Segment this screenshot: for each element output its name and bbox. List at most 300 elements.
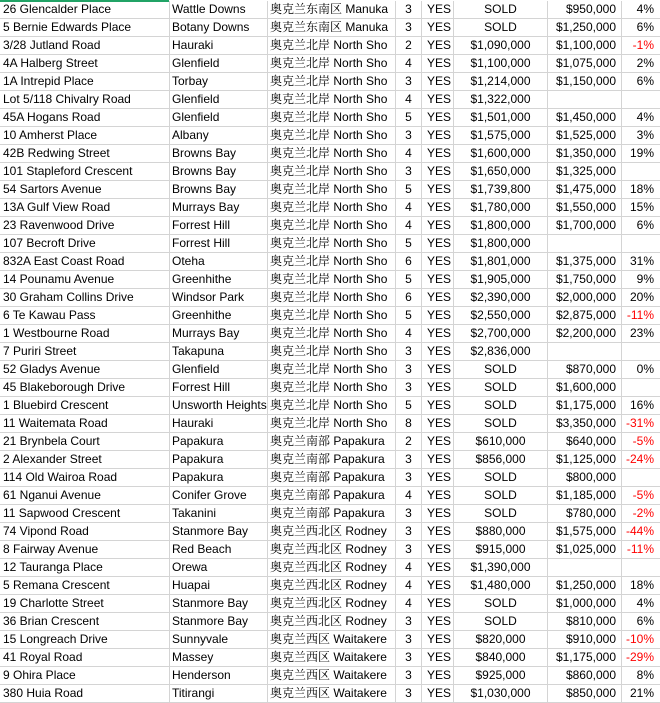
change-percent-cell[interactable]: 21% <box>622 685 660 703</box>
sold-price-cell[interactable]: $915,000 <box>454 541 548 559</box>
sold-price-cell[interactable]: $1,480,000 <box>454 577 548 595</box>
sold-price-cell[interactable]: $1,650,000 <box>454 163 548 181</box>
valuation-cell[interactable]: $1,250,000 <box>548 577 622 595</box>
valuation-cell[interactable]: $2,875,000 <box>548 307 622 325</box>
change-percent-cell[interactable] <box>622 559 660 577</box>
address-cell[interactable]: 42B Redwing Street <box>0 145 170 163</box>
flag-cell[interactable]: YES <box>422 433 454 451</box>
address-cell[interactable]: 12 Tauranga Place <box>0 559 170 577</box>
sold-price-cell[interactable]: $1,905,000 <box>454 271 548 289</box>
sold-price-cell[interactable]: SOLD <box>454 19 548 37</box>
address-cell[interactable]: 11 Waitemata Road <box>0 415 170 433</box>
address-cell[interactable]: 11 Sapwood Crescent <box>0 505 170 523</box>
flag-cell[interactable]: YES <box>422 127 454 145</box>
address-cell[interactable]: 5 Bernie Edwards Place <box>0 19 170 37</box>
valuation-cell[interactable]: $1,025,000 <box>548 541 622 559</box>
sold-price-cell[interactable]: $1,030,000 <box>454 685 548 703</box>
flag-cell[interactable]: YES <box>422 631 454 649</box>
bedrooms-cell[interactable]: 5 <box>396 307 422 325</box>
bedrooms-cell[interactable]: 3 <box>396 649 422 667</box>
valuation-cell[interactable]: $1,550,000 <box>548 199 622 217</box>
address-cell[interactable]: 74 Vipond Road <box>0 523 170 541</box>
suburb-cell[interactable]: Browns Bay <box>170 163 268 181</box>
sold-price-cell[interactable]: $610,000 <box>454 433 548 451</box>
region-cell[interactable] <box>268 37 396 55</box>
valuation-cell[interactable]: $1,525,000 <box>548 127 622 145</box>
suburb-cell[interactable]: Glenfield <box>170 109 268 127</box>
bedrooms-cell[interactable]: 3 <box>396 379 422 397</box>
region-cell[interactable] <box>268 127 396 145</box>
region-cell[interactable] <box>268 433 396 451</box>
address-cell[interactable]: 8 Fairway Avenue <box>0 541 170 559</box>
sold-price-cell[interactable]: SOLD <box>454 415 548 433</box>
sold-price-cell[interactable]: $1,575,000 <box>454 127 548 145</box>
address-cell[interactable]: 380 Huia Road <box>0 685 170 703</box>
valuation-cell[interactable]: $1,575,000 <box>548 523 622 541</box>
change-percent-cell[interactable]: 3% <box>622 127 660 145</box>
sold-price-cell[interactable]: $1,090,000 <box>454 37 548 55</box>
valuation-cell[interactable]: $640,000 <box>548 433 622 451</box>
sold-price-cell[interactable]: $1,801,000 <box>454 253 548 271</box>
flag-cell[interactable]: YES <box>422 613 454 631</box>
change-percent-cell[interactable] <box>622 163 660 181</box>
change-percent-cell[interactable]: -2% <box>622 505 660 523</box>
region-cell[interactable] <box>268 1 396 19</box>
change-percent-cell[interactable] <box>622 343 660 361</box>
sold-price-cell[interactable]: $2,390,000 <box>454 289 548 307</box>
sold-price-cell[interactable]: $1,322,000 <box>454 91 548 109</box>
address-cell[interactable]: 7 Puriri Street <box>0 343 170 361</box>
valuation-cell[interactable]: $910,000 <box>548 631 622 649</box>
sold-price-cell[interactable]: $856,000 <box>454 451 548 469</box>
flag-cell[interactable]: YES <box>422 19 454 37</box>
region-cell[interactable] <box>268 559 396 577</box>
bedrooms-cell[interactable]: 2 <box>396 433 422 451</box>
flag-cell[interactable]: YES <box>422 361 454 379</box>
flag-cell[interactable]: YES <box>422 379 454 397</box>
region-cell[interactable] <box>268 199 396 217</box>
bedrooms-cell[interactable]: 3 <box>396 505 422 523</box>
change-percent-cell[interactable]: 6% <box>622 217 660 235</box>
address-cell[interactable]: 832A East Coast Road <box>0 253 170 271</box>
change-percent-cell[interactable]: 16% <box>622 397 660 415</box>
sold-price-cell[interactable]: $1,100,000 <box>454 55 548 73</box>
valuation-cell[interactable]: $1,185,000 <box>548 487 622 505</box>
change-percent-cell[interactable] <box>622 235 660 253</box>
bedrooms-cell[interactable]: 4 <box>396 55 422 73</box>
valuation-cell[interactable]: $2,000,000 <box>548 289 622 307</box>
flag-cell[interactable]: YES <box>422 289 454 307</box>
flag-cell[interactable]: YES <box>422 451 454 469</box>
region-cell[interactable] <box>268 163 396 181</box>
bedrooms-cell[interactable]: 4 <box>396 595 422 613</box>
change-percent-cell[interactable]: 0% <box>622 361 660 379</box>
change-percent-cell[interactable] <box>622 91 660 109</box>
suburb-cell[interactable]: Takanini <box>170 505 268 523</box>
suburb-cell[interactable]: Glenfield <box>170 361 268 379</box>
change-percent-cell[interactable] <box>622 379 660 397</box>
sold-price-cell[interactable]: $1,390,000 <box>454 559 548 577</box>
region-cell[interactable] <box>268 685 396 703</box>
suburb-cell[interactable]: Glenfield <box>170 55 268 73</box>
region-cell[interactable] <box>268 91 396 109</box>
address-cell[interactable]: 107 Becroft Drive <box>0 235 170 253</box>
address-cell[interactable]: 1 Bluebird Crescent <box>0 397 170 415</box>
sold-price-cell[interactable]: SOLD <box>454 1 548 19</box>
bedrooms-cell[interactable]: 3 <box>396 1 422 19</box>
suburb-cell[interactable]: Forrest Hill <box>170 235 268 253</box>
suburb-cell[interactable]: Unsworth Heights <box>170 397 268 415</box>
flag-cell[interactable]: YES <box>422 145 454 163</box>
suburb-cell[interactable]: Henderson <box>170 667 268 685</box>
region-cell[interactable] <box>268 541 396 559</box>
sold-price-cell[interactable]: SOLD <box>454 505 548 523</box>
address-cell[interactable]: 41 Royal Road <box>0 649 170 667</box>
address-cell[interactable]: 5 Remana Crescent <box>0 577 170 595</box>
sold-price-cell[interactable]: SOLD <box>454 487 548 505</box>
suburb-cell[interactable]: Browns Bay <box>170 145 268 163</box>
change-percent-cell[interactable]: 8% <box>622 667 660 685</box>
flag-cell[interactable]: YES <box>422 307 454 325</box>
flag-cell[interactable]: YES <box>422 181 454 199</box>
change-percent-cell[interactable]: -29% <box>622 649 660 667</box>
region-cell[interactable] <box>268 361 396 379</box>
suburb-cell[interactable]: Huapai <box>170 577 268 595</box>
bedrooms-cell[interactable]: 3 <box>396 685 422 703</box>
sold-price-cell[interactable]: $1,780,000 <box>454 199 548 217</box>
sold-price-cell[interactable]: $820,000 <box>454 631 548 649</box>
bedrooms-cell[interactable]: 6 <box>396 253 422 271</box>
suburb-cell[interactable]: Windsor Park <box>170 289 268 307</box>
valuation-cell[interactable]: $1,450,000 <box>548 109 622 127</box>
flag-cell[interactable]: YES <box>422 469 454 487</box>
change-percent-cell[interactable]: 4% <box>622 595 660 613</box>
suburb-cell[interactable]: Papakura <box>170 451 268 469</box>
valuation-cell[interactable]: $1,175,000 <box>548 397 622 415</box>
address-cell[interactable]: 14 Pounamu Avenue <box>0 271 170 289</box>
change-percent-cell[interactable]: -11% <box>622 307 660 325</box>
region-cell[interactable] <box>268 577 396 595</box>
sold-price-cell[interactable]: SOLD <box>454 595 548 613</box>
valuation-cell[interactable]: $1,700,000 <box>548 217 622 235</box>
change-percent-cell[interactable]: 4% <box>622 109 660 127</box>
region-cell[interactable] <box>268 343 396 361</box>
address-cell[interactable]: 6 Te Kawau Pass <box>0 307 170 325</box>
change-percent-cell[interactable]: 20% <box>622 289 660 307</box>
flag-cell[interactable]: YES <box>422 217 454 235</box>
region-cell[interactable] <box>268 631 396 649</box>
flag-cell[interactable]: YES <box>422 163 454 181</box>
suburb-cell[interactable]: Stanmore Bay <box>170 595 268 613</box>
sold-price-cell[interactable]: SOLD <box>454 397 548 415</box>
bedrooms-cell[interactable]: 3 <box>396 163 422 181</box>
region-cell[interactable] <box>268 379 396 397</box>
sold-price-cell[interactable]: $2,836,000 <box>454 343 548 361</box>
change-percent-cell[interactable]: 6% <box>622 19 660 37</box>
region-cell[interactable] <box>268 523 396 541</box>
flag-cell[interactable]: YES <box>422 235 454 253</box>
valuation-cell[interactable]: $1,150,000 <box>548 73 622 91</box>
address-cell[interactable]: 1A Intrepid Place <box>0 73 170 91</box>
change-percent-cell[interactable]: -31% <box>622 415 660 433</box>
region-cell[interactable] <box>268 487 396 505</box>
address-cell[interactable]: 4A Halberg Street <box>0 55 170 73</box>
suburb-cell[interactable]: Titirangi <box>170 685 268 703</box>
bedrooms-cell[interactable]: 2 <box>396 37 422 55</box>
suburb-cell[interactable]: Murrays Bay <box>170 199 268 217</box>
address-cell[interactable]: 45A Hogans Road <box>0 109 170 127</box>
address-cell[interactable]: 61 Nganui Avenue <box>0 487 170 505</box>
suburb-cell[interactable]: Papakura <box>170 469 268 487</box>
flag-cell[interactable]: YES <box>422 667 454 685</box>
valuation-cell[interactable]: $1,750,000 <box>548 271 622 289</box>
flag-cell[interactable]: YES <box>422 595 454 613</box>
suburb-cell[interactable]: Oteha <box>170 253 268 271</box>
region-cell[interactable] <box>268 181 396 199</box>
sold-price-cell[interactable]: $1,600,000 <box>454 145 548 163</box>
suburb-cell[interactable]: Forrest Hill <box>170 379 268 397</box>
suburb-cell[interactable]: Greenhithe <box>170 307 268 325</box>
address-cell[interactable]: 3/28 Jutland Road <box>0 37 170 55</box>
change-percent-cell[interactable]: -44% <box>622 523 660 541</box>
region-cell[interactable] <box>268 271 396 289</box>
flag-cell[interactable]: YES <box>422 415 454 433</box>
bedrooms-cell[interactable]: 3 <box>396 361 422 379</box>
sold-price-cell[interactable]: $925,000 <box>454 667 548 685</box>
valuation-cell[interactable] <box>548 343 622 361</box>
sold-price-cell[interactable]: $1,800,000 <box>454 235 548 253</box>
sold-price-cell[interactable]: $2,550,000 <box>454 307 548 325</box>
valuation-cell[interactable]: $780,000 <box>548 505 622 523</box>
bedrooms-cell[interactable]: 5 <box>396 271 422 289</box>
flag-cell[interactable]: YES <box>422 541 454 559</box>
address-cell[interactable]: 45 Blakeborough Drive <box>0 379 170 397</box>
region-cell[interactable] <box>268 73 396 91</box>
valuation-cell[interactable]: $3,350,000 <box>548 415 622 433</box>
flag-cell[interactable]: YES <box>422 199 454 217</box>
change-percent-cell[interactable]: 9% <box>622 271 660 289</box>
suburb-cell[interactable]: Stanmore Bay <box>170 613 268 631</box>
bedrooms-cell[interactable]: 3 <box>396 127 422 145</box>
region-cell[interactable] <box>268 469 396 487</box>
bedrooms-cell[interactable]: 3 <box>396 613 422 631</box>
address-cell[interactable]: 2 Alexander Street <box>0 451 170 469</box>
change-percent-cell[interactable]: 19% <box>622 145 660 163</box>
sold-price-cell[interactable]: SOLD <box>454 379 548 397</box>
address-cell[interactable]: 13A Gulf View Road <box>0 199 170 217</box>
valuation-cell[interactable]: $1,100,000 <box>548 37 622 55</box>
address-cell[interactable]: Lot 5/118 Chivalry Road <box>0 91 170 109</box>
change-percent-cell[interactable]: 31% <box>622 253 660 271</box>
valuation-cell[interactable]: $1,600,000 <box>548 379 622 397</box>
region-cell[interactable] <box>268 397 396 415</box>
address-cell[interactable]: 54 Sartors Avenue <box>0 181 170 199</box>
suburb-cell[interactable]: Takapuna <box>170 343 268 361</box>
region-cell[interactable] <box>268 19 396 37</box>
valuation-cell[interactable]: $950,000 <box>548 1 622 19</box>
flag-cell[interactable]: YES <box>422 397 454 415</box>
change-percent-cell[interactable]: -5% <box>622 433 660 451</box>
bedrooms-cell[interactable]: 4 <box>396 217 422 235</box>
valuation-cell[interactable]: $870,000 <box>548 361 622 379</box>
valuation-cell[interactable]: $850,000 <box>548 685 622 703</box>
bedrooms-cell[interactable]: 4 <box>396 91 422 109</box>
address-cell[interactable]: 30 Graham Collins Drive <box>0 289 170 307</box>
change-percent-cell[interactable]: 6% <box>622 613 660 631</box>
region-cell[interactable] <box>268 289 396 307</box>
sold-price-cell[interactable]: SOLD <box>454 361 548 379</box>
address-cell[interactable]: 10 Amherst Place <box>0 127 170 145</box>
change-percent-cell[interactable]: -10% <box>622 631 660 649</box>
region-cell[interactable] <box>268 667 396 685</box>
valuation-cell[interactable]: $800,000 <box>548 469 622 487</box>
address-cell[interactable]: 9 Ohira Place <box>0 667 170 685</box>
region-cell[interactable] <box>268 505 396 523</box>
bedrooms-cell[interactable]: 8 <box>396 415 422 433</box>
flag-cell[interactable]: YES <box>422 505 454 523</box>
flag-cell[interactable]: YES <box>422 649 454 667</box>
suburb-cell[interactable]: Glenfield <box>170 91 268 109</box>
bedrooms-cell[interactable]: 3 <box>396 523 422 541</box>
suburb-cell[interactable]: Sunnyvale <box>170 631 268 649</box>
bedrooms-cell[interactable]: 4 <box>396 199 422 217</box>
region-cell[interactable] <box>268 55 396 73</box>
change-percent-cell[interactable] <box>622 469 660 487</box>
flag-cell[interactable]: YES <box>422 37 454 55</box>
region-cell[interactable] <box>268 325 396 343</box>
bedrooms-cell[interactable]: 5 <box>396 181 422 199</box>
sold-price-cell[interactable]: $2,700,000 <box>454 325 548 343</box>
bedrooms-cell[interactable]: 3 <box>396 469 422 487</box>
flag-cell[interactable]: YES <box>422 325 454 343</box>
region-cell[interactable] <box>268 415 396 433</box>
suburb-cell[interactable]: Torbay <box>170 73 268 91</box>
change-percent-cell[interactable]: 18% <box>622 577 660 595</box>
region-cell[interactable] <box>268 451 396 469</box>
valuation-cell[interactable]: $1,250,000 <box>548 19 622 37</box>
address-cell[interactable]: 101 Stapleford Crescent <box>0 163 170 181</box>
flag-cell[interactable]: YES <box>422 685 454 703</box>
suburb-cell[interactable]: Stanmore Bay <box>170 523 268 541</box>
flag-cell[interactable]: YES <box>422 55 454 73</box>
flag-cell[interactable]: YES <box>422 523 454 541</box>
change-percent-cell[interactable]: -1% <box>622 37 660 55</box>
bedrooms-cell[interactable]: 4 <box>396 577 422 595</box>
valuation-cell[interactable]: $810,000 <box>548 613 622 631</box>
address-cell[interactable]: 36 Brian Crescent <box>0 613 170 631</box>
region-cell[interactable] <box>268 109 396 127</box>
region-cell[interactable] <box>268 649 396 667</box>
flag-cell[interactable]: YES <box>422 73 454 91</box>
address-cell[interactable]: 21 Brynbela Court <box>0 433 170 451</box>
bedrooms-cell[interactable]: 3 <box>396 631 422 649</box>
valuation-cell[interactable]: $1,125,000 <box>548 451 622 469</box>
bedrooms-cell[interactable]: 5 <box>396 109 422 127</box>
change-percent-cell[interactable]: 4% <box>622 1 660 19</box>
bedrooms-cell[interactable]: 4 <box>396 487 422 505</box>
flag-cell[interactable]: YES <box>422 343 454 361</box>
valuation-cell[interactable]: $1,375,000 <box>548 253 622 271</box>
region-cell[interactable] <box>268 253 396 271</box>
change-percent-cell[interactable]: 6% <box>622 73 660 91</box>
change-percent-cell[interactable]: -5% <box>622 487 660 505</box>
flag-cell[interactable]: YES <box>422 91 454 109</box>
suburb-cell[interactable]: Conifer Grove <box>170 487 268 505</box>
valuation-cell[interactable]: $1,000,000 <box>548 595 622 613</box>
suburb-cell[interactable]: Papakura <box>170 433 268 451</box>
address-cell[interactable]: 114 Old Wairoa Road <box>0 469 170 487</box>
bedrooms-cell[interactable]: 4 <box>396 145 422 163</box>
sold-price-cell[interactable]: $1,739,800 <box>454 181 548 199</box>
flag-cell[interactable]: YES <box>422 109 454 127</box>
address-cell[interactable]: 23 Ravenwood Drive <box>0 217 170 235</box>
suburb-cell[interactable]: Hauraki <box>170 37 268 55</box>
change-percent-cell[interactable]: -11% <box>622 541 660 559</box>
bedrooms-cell[interactable]: 3 <box>396 667 422 685</box>
region-cell[interactable] <box>268 613 396 631</box>
bedrooms-cell[interactable]: 3 <box>396 19 422 37</box>
bedrooms-cell[interactable]: 3 <box>396 451 422 469</box>
flag-cell[interactable]: YES <box>422 577 454 595</box>
valuation-cell[interactable] <box>548 91 622 109</box>
bedrooms-cell[interactable]: 3 <box>396 541 422 559</box>
bedrooms-cell[interactable]: 4 <box>396 559 422 577</box>
region-cell[interactable] <box>268 307 396 325</box>
change-percent-cell[interactable]: 18% <box>622 181 660 199</box>
valuation-cell[interactable] <box>548 559 622 577</box>
sold-price-cell[interactable]: $1,501,000 <box>454 109 548 127</box>
suburb-cell[interactable]: Massey <box>170 649 268 667</box>
address-cell[interactable]: 52 Gladys Avenue <box>0 361 170 379</box>
bedrooms-cell[interactable]: 6 <box>396 289 422 307</box>
valuation-cell[interactable]: $2,200,000 <box>548 325 622 343</box>
suburb-cell[interactable]: Hauraki <box>170 415 268 433</box>
change-percent-cell[interactable]: 15% <box>622 199 660 217</box>
sold-price-cell[interactable]: SOLD <box>454 469 548 487</box>
valuation-cell[interactable]: $1,325,000 <box>548 163 622 181</box>
flag-cell[interactable]: YES <box>422 253 454 271</box>
valuation-cell[interactable]: $1,075,000 <box>548 55 622 73</box>
suburb-cell[interactable]: Albany <box>170 127 268 145</box>
region-cell[interactable] <box>268 595 396 613</box>
suburb-cell[interactable]: Orewa <box>170 559 268 577</box>
suburb-cell[interactable]: Browns Bay <box>170 181 268 199</box>
address-cell[interactable]: 19 Charlotte Street <box>0 595 170 613</box>
valuation-cell[interactable]: $1,475,000 <box>548 181 622 199</box>
suburb-cell[interactable]: Forrest Hill <box>170 217 268 235</box>
bedrooms-cell[interactable]: 4 <box>396 325 422 343</box>
address-cell[interactable]: 1 Westbourne Road <box>0 325 170 343</box>
bedrooms-cell[interactable]: 5 <box>396 397 422 415</box>
flag-cell[interactable]: YES <box>422 271 454 289</box>
valuation-cell[interactable] <box>548 235 622 253</box>
sold-price-cell[interactable]: $840,000 <box>454 649 548 667</box>
region-cell[interactable] <box>268 217 396 235</box>
valuation-cell[interactable]: $1,175,000 <box>548 649 622 667</box>
suburb-cell[interactable]: Red Beach <box>170 541 268 559</box>
sold-price-cell[interactable]: $1,214,000 <box>454 73 548 91</box>
address-cell[interactable]: 26 Glencalder Place <box>0 1 170 19</box>
bedrooms-cell[interactable]: 5 <box>396 235 422 253</box>
bedrooms-cell[interactable]: 3 <box>396 343 422 361</box>
suburb-cell[interactable]: Murrays Bay <box>170 325 268 343</box>
change-percent-cell[interactable]: -24% <box>622 451 660 469</box>
sold-price-cell[interactable]: $880,000 <box>454 523 548 541</box>
region-cell[interactable] <box>268 145 396 163</box>
bedrooms-cell[interactable]: 3 <box>396 73 422 91</box>
change-percent-cell[interactable]: 23% <box>622 325 660 343</box>
address-cell[interactable]: 15 Longreach Drive <box>0 631 170 649</box>
